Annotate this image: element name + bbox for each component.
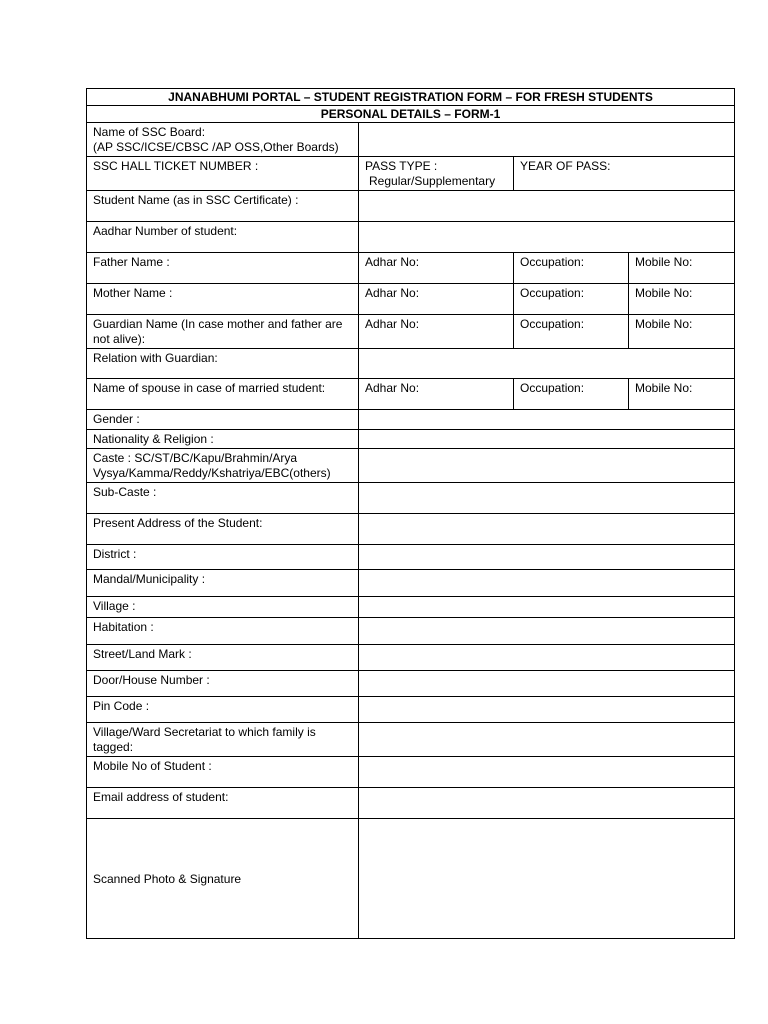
guardian-row bbox=[87, 315, 735, 349]
aadhar-student-label: Aadhar Number of student: bbox=[87, 222, 359, 253]
guardian-occupation-field[interactable] bbox=[514, 315, 629, 349]
father-row bbox=[87, 253, 735, 284]
spouse-adhar-field[interactable] bbox=[359, 379, 514, 410]
habitation-label: Habitation : bbox=[87, 618, 359, 645]
guardian-adhar-label: Adhar No: bbox=[365, 317, 420, 331]
nationality-field[interactable] bbox=[359, 430, 735, 449]
ssc-board-field[interactable] bbox=[359, 123, 735, 157]
photo-label: Scanned Photo & Signature bbox=[87, 819, 359, 939]
spouse-adhar-label: Adhar No: bbox=[365, 381, 420, 395]
guardian-name-label: Guardian Name (In case mother and father are not alive): bbox=[87, 315, 359, 349]
guardian-mobile-label: Mobile No: bbox=[635, 317, 693, 331]
form-subtitle-row bbox=[87, 106, 735, 123]
street-row bbox=[87, 645, 735, 671]
secretariat-row bbox=[87, 723, 735, 757]
father-adhar-field[interactable] bbox=[359, 253, 514, 284]
guardian-mobile-field[interactable] bbox=[629, 315, 735, 349]
secretariat-label: Village/Ward Secretariat to which family is tagged: bbox=[87, 723, 359, 757]
district-row bbox=[87, 545, 735, 570]
mandal-row bbox=[87, 570, 735, 597]
ssc-board-label-line1: Name of SSC Board: bbox=[93, 125, 206, 139]
door-field[interactable] bbox=[359, 671, 735, 697]
form-title: JNANABHUMI PORTAL – STUDENT REGISTRATION FORM – FOR FRESH STUDENTS bbox=[87, 89, 735, 106]
pin-label: Pin Code : bbox=[87, 697, 359, 723]
gender-field[interactable] bbox=[359, 410, 735, 430]
email-row bbox=[87, 788, 735, 819]
ssc-board-label-line2: (AP SSC/ICSE/CBSC /AP OSS,Other Boards) bbox=[93, 140, 339, 154]
email-field[interactable] bbox=[359, 788, 735, 819]
aadhar-student-row bbox=[87, 222, 735, 253]
habitation-row bbox=[87, 618, 735, 645]
caste-label: Caste : SC/ST/BC/Kapu/Brahmin/Arya Vysya/Kamma/Reddy/Kshatriya/EBC(others) bbox=[87, 449, 359, 483]
pin-row bbox=[87, 697, 735, 723]
mobile-student-row bbox=[87, 757, 735, 788]
father-adhar-label: Adhar No: bbox=[365, 255, 420, 269]
father-name-label: Father Name : bbox=[87, 253, 359, 284]
street-label: Street/Land Mark : bbox=[87, 645, 359, 671]
student-name-field[interactable] bbox=[359, 191, 735, 222]
gender-label: Gender : bbox=[87, 410, 359, 430]
district-label: District : bbox=[87, 545, 359, 570]
mother-adhar-label: Adhar No: bbox=[365, 286, 420, 300]
student-name-row bbox=[87, 191, 735, 222]
mandal-label: Mandal/Municipality : bbox=[87, 570, 359, 597]
district-field[interactable] bbox=[359, 545, 735, 570]
hall-ticket-row bbox=[87, 157, 735, 191]
pin-field[interactable] bbox=[359, 697, 735, 723]
village-field[interactable] bbox=[359, 597, 735, 618]
present-address-label: Present Address of the Student: bbox=[87, 514, 359, 545]
spouse-name-label: Name of spouse in case of married student: bbox=[87, 379, 359, 410]
ssc-board-row bbox=[87, 123, 735, 157]
mother-mobile-label: Mobile No: bbox=[635, 286, 693, 300]
pass-type-options: Regular/Supplementary bbox=[369, 174, 496, 188]
spouse-mobile-field[interactable] bbox=[629, 379, 735, 410]
father-occupation-label: Occupation: bbox=[520, 255, 585, 269]
caste-row bbox=[87, 449, 735, 483]
mandal-field[interactable] bbox=[359, 570, 735, 597]
pass-type-cell[interactable] bbox=[359, 157, 514, 191]
spouse-occupation-field[interactable] bbox=[514, 379, 629, 410]
mother-row bbox=[87, 284, 735, 315]
guardian-adhar-field[interactable] bbox=[359, 315, 514, 349]
secretariat-field[interactable] bbox=[359, 723, 735, 757]
village-label: Village : bbox=[87, 597, 359, 618]
sub-caste-field[interactable] bbox=[359, 483, 735, 514]
sub-caste-row bbox=[87, 483, 735, 514]
spouse-mobile-label: Mobile No: bbox=[635, 381, 693, 395]
mobile-student-field[interactable] bbox=[359, 757, 735, 788]
mother-occupation-field[interactable] bbox=[514, 284, 629, 315]
relation-guardian-field[interactable] bbox=[359, 349, 735, 379]
present-address-row bbox=[87, 514, 735, 545]
email-label: Email address of student: bbox=[87, 788, 359, 819]
year-of-pass-label: YEAR OF PASS: bbox=[520, 159, 611, 173]
habitation-field[interactable] bbox=[359, 618, 735, 645]
aadhar-student-field[interactable] bbox=[359, 222, 735, 253]
nationality-row bbox=[87, 430, 735, 449]
street-field[interactable] bbox=[359, 645, 735, 671]
photo-field[interactable] bbox=[359, 819, 735, 939]
photo-row bbox=[87, 819, 735, 939]
sub-caste-label: Sub-Caste : bbox=[87, 483, 359, 514]
registration-form-table bbox=[86, 88, 735, 939]
present-address-field[interactable] bbox=[359, 514, 735, 545]
mother-name-label: Mother Name : bbox=[87, 284, 359, 315]
mother-mobile-field[interactable] bbox=[629, 284, 735, 315]
door-row bbox=[87, 671, 735, 697]
form-subtitle: PERSONAL DETAILS – FORM-1 bbox=[87, 106, 735, 123]
father-mobile-label: Mobile No: bbox=[635, 255, 693, 269]
relation-guardian-label: Relation with Guardian: bbox=[87, 349, 359, 379]
father-mobile-field[interactable] bbox=[629, 253, 735, 284]
spouse-row bbox=[87, 379, 735, 410]
form-title-row bbox=[87, 89, 735, 106]
door-label: Door/House Number : bbox=[87, 671, 359, 697]
pass-type-label: PASS TYPE : bbox=[365, 159, 438, 173]
relation-guardian-row bbox=[87, 349, 735, 379]
student-name-label: Student Name (as in SSC Certificate) : bbox=[87, 191, 359, 222]
caste-field[interactable] bbox=[359, 449, 735, 483]
guardian-occupation-label: Occupation: bbox=[520, 317, 585, 331]
mother-adhar-field[interactable] bbox=[359, 284, 514, 315]
village-row bbox=[87, 597, 735, 618]
year-of-pass-field[interactable] bbox=[514, 157, 735, 191]
hall-ticket-label: SSC HALL TICKET NUMBER : bbox=[87, 157, 359, 191]
spouse-occupation-label: Occupation: bbox=[520, 381, 585, 395]
father-occupation-field[interactable] bbox=[514, 253, 629, 284]
mobile-student-label: Mobile No of Student : bbox=[87, 757, 359, 788]
nationality-label: Nationality & Religion : bbox=[87, 430, 359, 449]
ssc-board-label bbox=[87, 123, 359, 157]
mother-occupation-label: Occupation: bbox=[520, 286, 585, 300]
gender-row bbox=[87, 410, 735, 430]
